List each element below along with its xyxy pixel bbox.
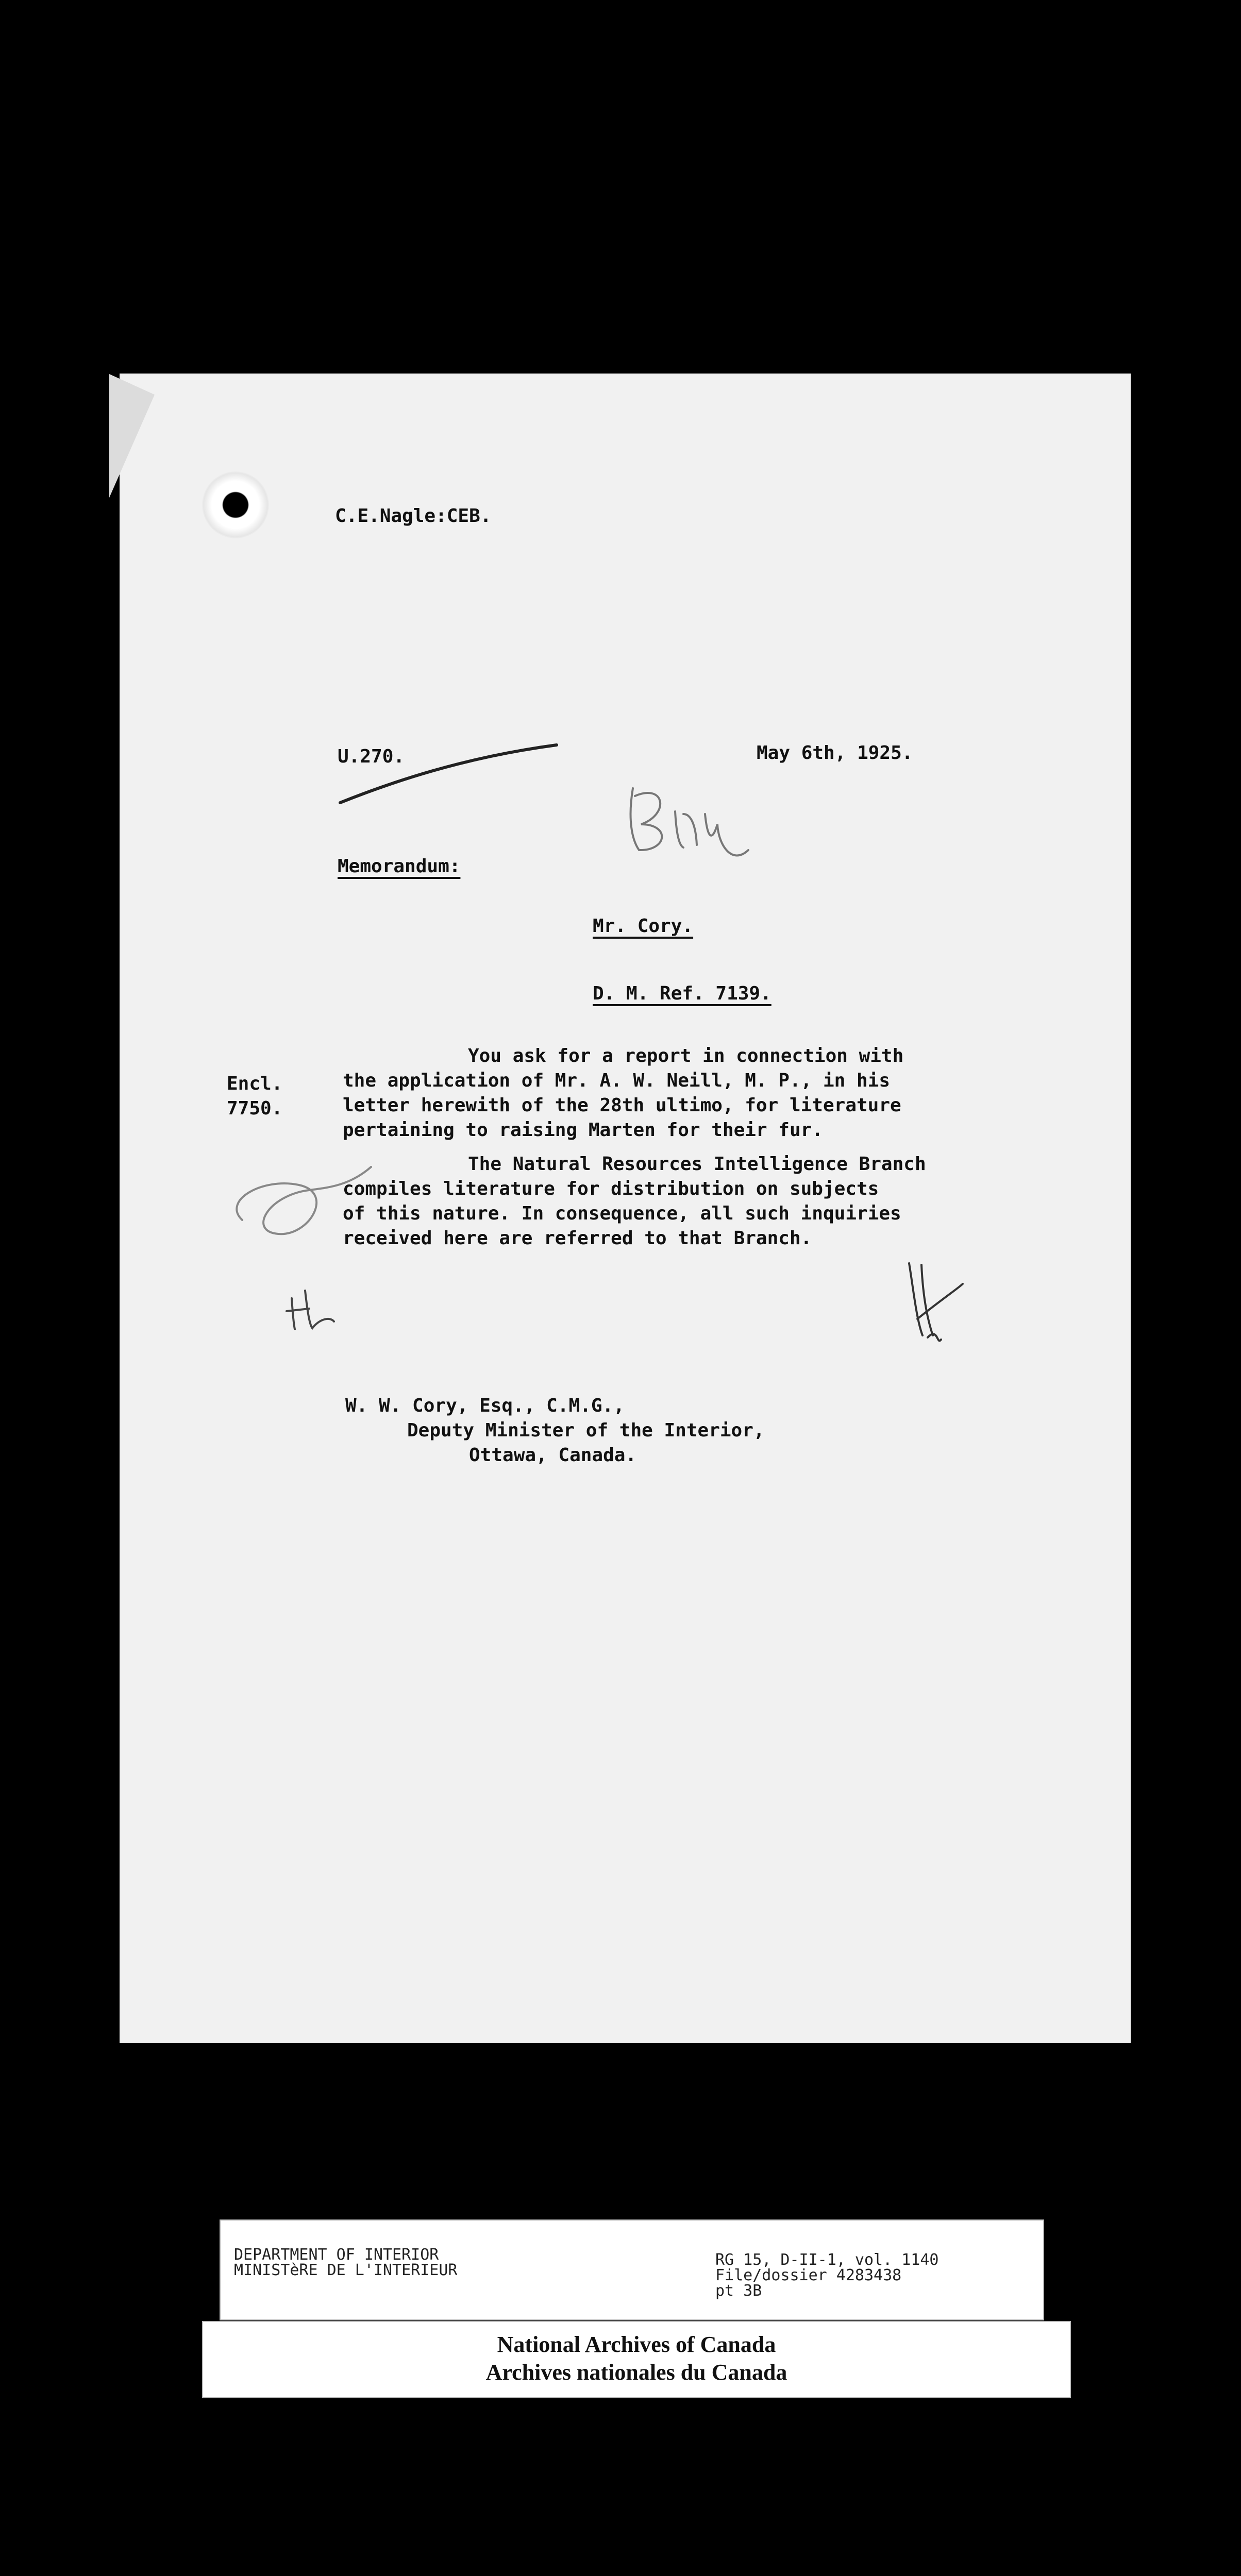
archives-name-en: National Archives of Canada [497,2332,776,2357]
memo-date: May 6th, 1925. [757,742,913,764]
recipient-title: Deputy Minister of the Interior, [407,1420,765,1441]
archive-reference-label [220,2219,1044,2320]
paragraph-1-line-4: pertaining to raising Marten for their fur. [343,1120,823,1141]
archives-name-fr: Archives nationales du Canada [485,2360,787,2385]
record-group-ref: RG 15, D-II-1, vol. 1140 [715,2251,939,2269]
punch-hole [202,471,269,538]
folded-corner [109,374,155,498]
memo-heading: Memorandum: [338,856,461,877]
file-number: U.270. [338,746,405,767]
archives-banner [202,2321,1071,2398]
paragraph-2-line-2: compiles literature for distribution on subjects [343,1178,879,1199]
enclosure-number: 7750. [227,1098,283,1119]
enclosure-label: Encl. [227,1073,283,1094]
memo-reference: D. M. Ref. 7139. [593,983,772,1004]
paragraph-2-line-3: of this nature. In consequence, all such inquiries [343,1203,901,1224]
recipient-name: W. W. Cory, Esq., C.M.G., [345,1395,625,1416]
memo-addressee: Mr. Cory. [593,916,694,937]
paragraph-2-line-1: The Natural Resources Intelligence Branch [468,1154,926,1175]
file-dossier-ref: File/dossier 4283438 [715,2266,902,2284]
paragraph-1-line-2: the application of Mr. A. W. Neill, M. P., in his [343,1070,891,1091]
part-ref: pt 3B [715,2282,762,2300]
paragraph-2-line-4: received here are referred to that Branch. [343,1228,812,1249]
author-initials: C.E.Nagle:CEB. [335,505,492,527]
department-name-fr: MINISTèRE DE L'INTERIEUR [234,2261,458,2279]
department-name-en: DEPARTMENT OF INTERIOR [234,2246,439,2264]
recipient-location: Ottawa, Canada. [469,1445,637,1466]
paragraph-1-line-1: You ask for a report in connection with [468,1045,904,1066]
paragraph-1-line-3: letter herewith of the 28th ultimo, for literature [343,1095,901,1116]
